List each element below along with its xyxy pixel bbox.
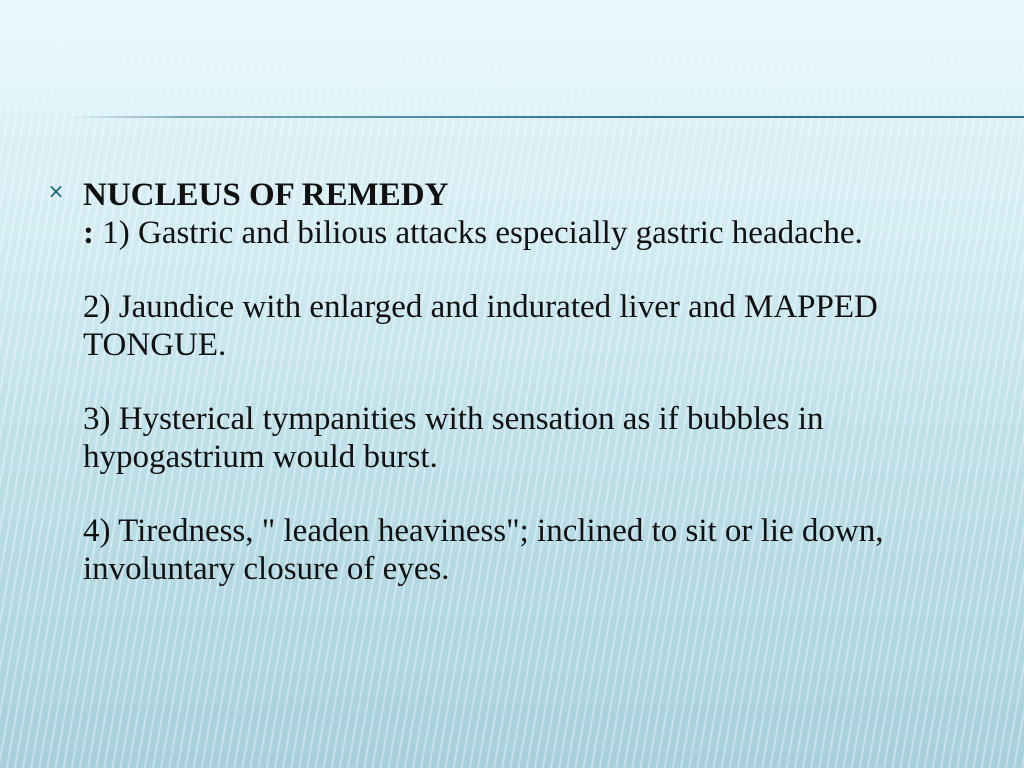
- item-3-text: 3) Hysterical tympanities with sensation as if bubbles in hypogastrium would burst.: [83, 401, 824, 475]
- x-bullet-icon: ×: [47, 179, 65, 203]
- heading-colon: :: [83, 215, 94, 251]
- title-area: [0, 0, 1024, 116]
- item-4-text: 4) Tiredness, " leaden heaviness"; inclined to sit or lie down, involuntary closure of eyes.: [83, 513, 884, 587]
- item-2-text: 2) Jaundice with enlarged and indurated liver and MAPPED TONGUE.: [83, 289, 878, 363]
- remedy-heading: NUCLEUS OF REMEDY: [83, 177, 449, 213]
- title-divider-line: [70, 116, 1024, 118]
- item-1-text: 1) Gastric and bilious attacks especially gastric headache.: [94, 215, 863, 251]
- slide-body: [45, 176, 1005, 588]
- item-1-line: [83, 214, 1005, 252]
- bullet-item: [45, 176, 1005, 588]
